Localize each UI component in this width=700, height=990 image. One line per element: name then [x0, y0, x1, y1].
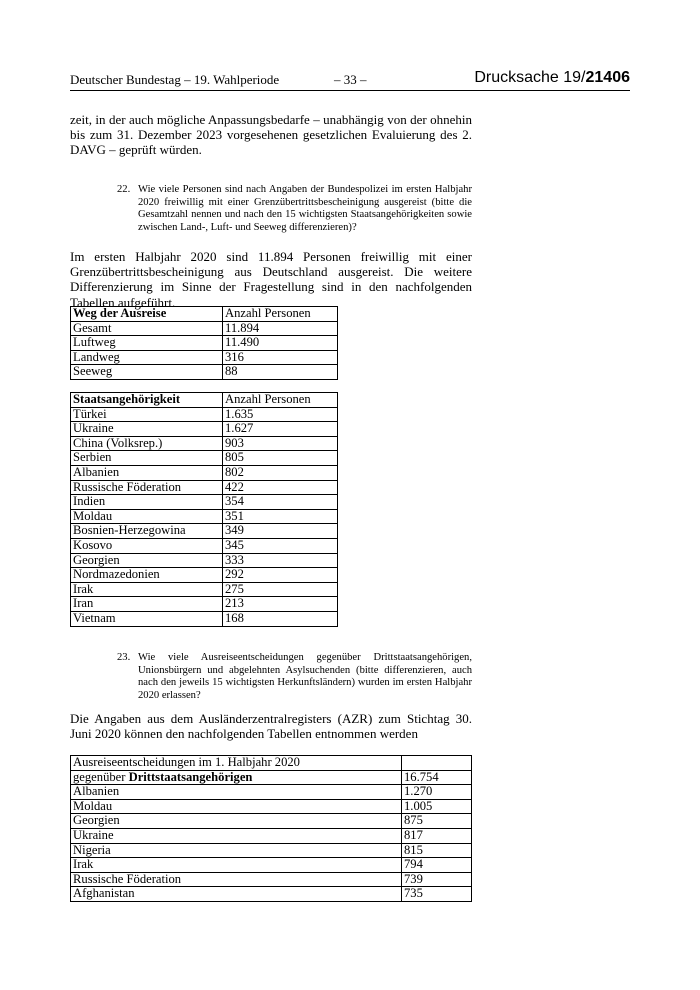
cell-value: 349: [223, 524, 338, 539]
page-header: [70, 69, 630, 91]
table-row: [71, 872, 472, 887]
table-row: [71, 785, 472, 800]
cell-value: 735: [402, 887, 472, 902]
decisions-subtitle: [71, 770, 402, 785]
cell-value: 815: [402, 843, 472, 858]
table-row: [71, 365, 338, 380]
cell-label: Nordmazedonien: [71, 568, 223, 583]
cell-label: Moldau: [71, 799, 402, 814]
cell-label: Georgien: [71, 814, 402, 829]
table-row: [71, 321, 338, 336]
cell-label: Kosovo: [71, 538, 223, 553]
cell-value: 794: [402, 858, 472, 873]
decisions-table: [70, 755, 472, 902]
cell-label: Albanien: [71, 465, 223, 480]
cell-label: Nigeria: [71, 843, 402, 858]
cell-value: 292: [223, 568, 338, 583]
table-row: [71, 858, 472, 873]
cell-value: 345: [223, 538, 338, 553]
cell-value: 739: [402, 872, 472, 887]
cell-value: 168: [223, 611, 338, 626]
cell-value: 351: [223, 509, 338, 524]
header-document-number: [474, 69, 630, 87]
route-table: [70, 306, 338, 380]
cell-label: Indien: [71, 495, 223, 510]
cell-label: Irak: [71, 858, 402, 873]
table-row: [71, 451, 338, 466]
nationality-col1-header: Staatsangehörigkeit: [71, 393, 223, 408]
cell-value: 213: [223, 597, 338, 612]
table-row: [71, 495, 338, 510]
route-col1-header: Weg der Ausreise: [71, 307, 223, 322]
cell-value: 903: [223, 436, 338, 451]
nationality-table: [70, 392, 338, 627]
table-header-row: [71, 307, 338, 322]
cell-label: Landweg: [71, 350, 223, 365]
cell-value: 875: [402, 814, 472, 829]
table-row: [71, 799, 472, 814]
header-doc-label: Drucksache: [474, 69, 559, 86]
cell-label: Irak: [71, 582, 223, 597]
table-row: [71, 538, 338, 553]
decisions-subtitle-value: 16.754: [402, 770, 472, 785]
cell-label: Vietnam: [71, 611, 223, 626]
nationality-col2-header: Anzahl Personen: [223, 393, 338, 408]
table-row: [71, 509, 338, 524]
header-publication: Deutscher Bundestag – 19. Wahlperiode: [70, 72, 280, 87]
table-row: [71, 597, 338, 612]
route-col2-header: Anzahl Personen: [223, 307, 338, 322]
cell-value: 316: [223, 350, 338, 365]
cell-empty: [402, 756, 472, 771]
cell-value: 1.270: [402, 785, 472, 800]
question-22-number: 22.: [117, 184, 131, 195]
cell-value: 88: [223, 365, 338, 380]
table-title-row: [71, 756, 472, 771]
cell-value: 422: [223, 480, 338, 495]
answer-23: Die Angaben aus dem Ausländerzentralregisters (AZR) zum Stichtag 30. Juni 2020 können den nachfolgenden Tabellen entnommen werden: [70, 711, 472, 742]
table-row: [71, 350, 338, 365]
cell-label: Türkei: [71, 407, 223, 422]
table-row: [71, 582, 338, 597]
header-page-number: – 33 –: [334, 72, 367, 87]
question-22-text: Wie viele Personen sind nach Angaben der Bundespolizei im ersten Halbjahr 2020 freiwillig mit einer Grenzübertrittsbescheinigung ausgereist (bitte die Gesamtzahl nennen und nach den 15 wichtigsten Staatsangehörigkeiten sowie zwischen Land-, Luft- und Seeweg differenzieren)?: [138, 184, 472, 233]
table-subtitle-row: [71, 770, 472, 785]
decisions-subtitle-prefix: gegenüber: [73, 769, 129, 784]
table-row: [71, 407, 338, 422]
table-row: [71, 814, 472, 829]
question-23-number: 23.: [117, 652, 131, 663]
question-23: [117, 652, 472, 702]
table-row: [71, 336, 338, 351]
cell-value: 802: [223, 465, 338, 480]
cell-label: Bosnien-Herzegowina: [71, 524, 223, 539]
table-row: [71, 887, 472, 902]
header-doc-prefix: 19/: [563, 69, 586, 86]
cell-value: 805: [223, 451, 338, 466]
cell-label: Russische Föderation: [71, 480, 223, 495]
question-22: [117, 184, 472, 234]
cell-value: 11.490: [223, 336, 338, 351]
table-header-row: [71, 393, 338, 408]
question-23-text: Wie viele Ausreiseentscheidungen gegenüber Drittstaatsangehörigen, Unionsbürgern und abgelehnten Asylsuchenden (bitte differenzieren, auch nach den jeweils 15 wichtigsten Herkunftsländern) wurden im ersten Halbjahr 2020 erlassen?: [138, 652, 472, 701]
header-doc-number: 21406: [585, 69, 630, 86]
table-row: [71, 465, 338, 480]
intro-paragraph: zeit, in der auch mögliche Anpassungsbedarfe – unabhängig von der ohnehin bis zum 31. Dezember 2023 vorgesehenen gesetzlichen Evaluierung des 2. DAVG – geprüft würden.: [70, 112, 472, 158]
cell-label: Moldau: [71, 509, 223, 524]
cell-label: Iran: [71, 597, 223, 612]
decisions-title: Ausreiseentscheidungen im 1. Halbjahr 2020: [71, 756, 402, 771]
cell-label: Georgien: [71, 553, 223, 568]
cell-label: Serbien: [71, 451, 223, 466]
table-row: [71, 828, 472, 843]
table-row: [71, 568, 338, 583]
cell-value: 11.894: [223, 321, 338, 336]
cell-value: 817: [402, 828, 472, 843]
answer-22: Im ersten Halbjahr 2020 sind 11.894 Personen freiwillig mit einer Grenzübertrittsbescheinigung aus Deutschland ausgereist. Die weitere Differenzierung im Sinne der Fragestellung sind in den nachfolgenden Tabellen aufgeführt.: [70, 249, 472, 310]
cell-label: China (Volksrep.): [71, 436, 223, 451]
cell-value: 1.005: [402, 799, 472, 814]
cell-label: Gesamt: [71, 321, 223, 336]
cell-label: Ukraine: [71, 828, 402, 843]
cell-value: 333: [223, 553, 338, 568]
cell-label: Ukraine: [71, 422, 223, 437]
table-row: [71, 436, 338, 451]
cell-value: 354: [223, 495, 338, 510]
table-row: [71, 422, 338, 437]
table-row: [71, 611, 338, 626]
cell-label: Russische Föderation: [71, 872, 402, 887]
table-row: [71, 843, 472, 858]
cell-label: Seeweg: [71, 365, 223, 380]
table-row: [71, 480, 338, 495]
cell-label: Luftweg: [71, 336, 223, 351]
cell-value: 275: [223, 582, 338, 597]
table-row: [71, 553, 338, 568]
cell-value: 1.635: [223, 407, 338, 422]
cell-label: Afghanistan: [71, 887, 402, 902]
cell-value: 1.627: [223, 422, 338, 437]
cell-label: Albanien: [71, 785, 402, 800]
table-row: [71, 524, 338, 539]
decisions-subtitle-bold: Drittstaatsangehörigen: [128, 769, 253, 784]
